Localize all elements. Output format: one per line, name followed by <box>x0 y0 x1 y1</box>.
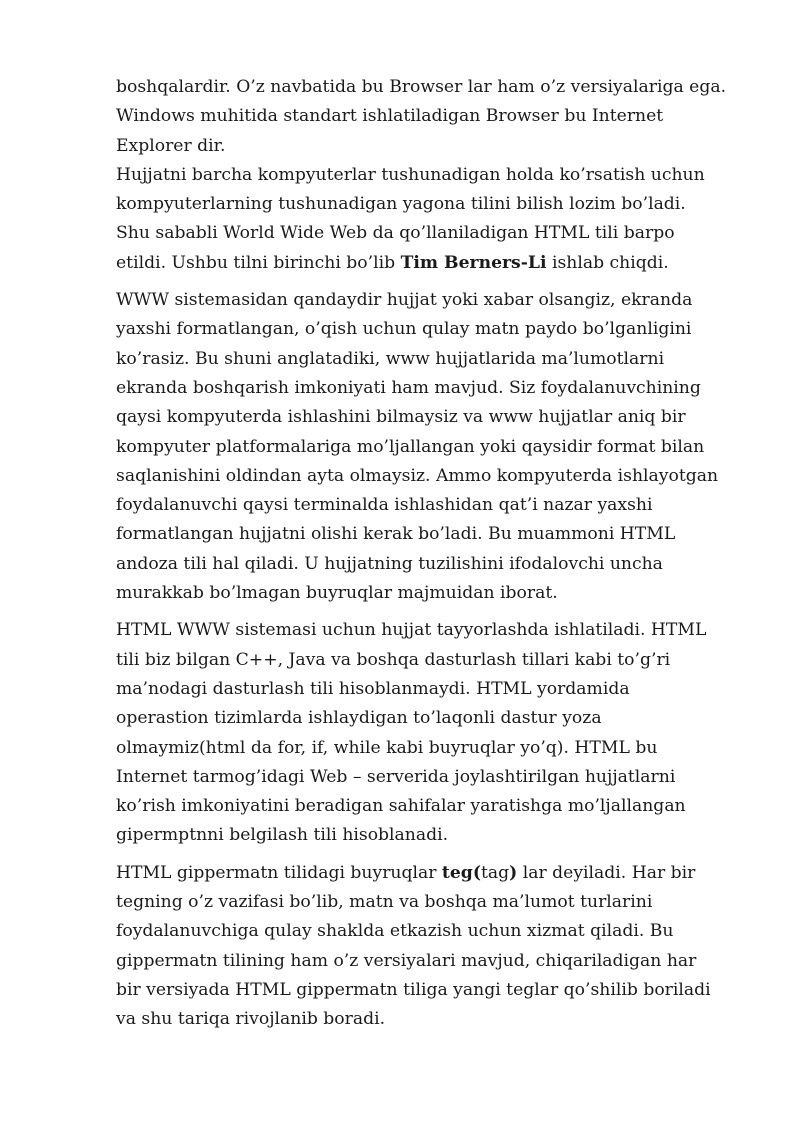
paragraph-3-text: HTML WWW sistemasi uchun hujjat tayyorlashda ishlatiladi. HTML tili biz bilgan C++, Java va boshqa dasturlash tillari kabi to’g’ri ma’nodagi dasturlash tili hisoblanmaydi. HTML yordamida operastion tizimlarda ishlaydigan to’laqonli dastur yoza olmaymiz(html da for, if, while kabi buyruqlar yo’q). HTML bu Internet tarmog’idagi Web – serverida joylashtirilgan hujjatlarni ko’rish imkoniyatini beradigan sahifalar yaratishga mo’ljallangan gipermptnni belgilash tili hisoblanadi. <box>116 620 707 846</box>
paragraph-1-end: ishlab chiqdi. <box>546 252 669 273</box>
paragraph-4 <box>116 859 756 1035</box>
paragraph-2-text: WWW sistemasidan qandaydir hujjat yoki xabar olsangiz, ekranda yaxshi formatlangan, o’qish uchun qulay matn paydo bo’lganligini ko’rasiz. Bu shuni anglatadiki, www hujjatlarida ma’lumotlarni ekranda boshqarish imkoniyati ham mavjud. Siz foydalanuvchining qaysi kompyuterda ishlashini bilmaysiz va www hujjatlar aniq bir kompyuter platformalariga mo’ljallangan yoki qaysidir format bilan saqlanishini oldindan ayta olmaysiz. Ammo kompyuterda ishlayotgan foydalanuvchi qaysi terminalda ishlashidan qat’i nazar yaxshi formatlangan hujjatni olishi kerak bo’ladi. Bu muammoni HTML andoza tili hal qiladi. U hujjatning tuzilishini ifodalovchi uncha murakkab bo’lmagan buyruqlar majmuidan iborat. <box>116 290 719 604</box>
tag-term: tag <box>480 862 510 883</box>
teg-term-close: ) <box>509 862 518 883</box>
paragraph-4-end: lar deyiladi. Har bir tegning o’z vazifasi bo’lib, matn va boshqa ma’lumot turlarini foydalanuvchiga qulay shaklda etkazish uchun xizmat qiladi. Bu gippermatn tilining ham o’z versiyalari mavjud, chiqariladigan har bir versiyada HTML gippermatn tiliga yangi teglar qo’shilib boriladi va shu tariqa rivojlanib boradi. <box>116 862 711 1030</box>
paragraph-1 <box>116 73 756 278</box>
teg-term: teg( <box>441 862 481 883</box>
author-name: Tim Berners-Li <box>400 252 547 273</box>
paragraph-1-text: boshqalardir. O’z navbatida bu Browser lar ham o’z versiyalariga ega. Windows muhitida standart ishlatiladigan Browser bu Internet Explorer dir. Hujjatni barcha kompyuterlar tushunadigan holda ko’rsatish uchun kompyuterlarning tushunadigan yagona tilini bilish lozim bo’ladi. Shu sababli World Wide Web da qo’llaniladigan HTML tili barpo etildi. Ushbu tilni birinchi bo’lib <box>116 77 727 273</box>
paragraph-2 <box>116 286 756 608</box>
paragraph-4-text: HTML gippermatn tilidagi buyruqlar <box>116 862 442 883</box>
document-body <box>116 73 756 1043</box>
paragraph-3 <box>116 616 756 850</box>
